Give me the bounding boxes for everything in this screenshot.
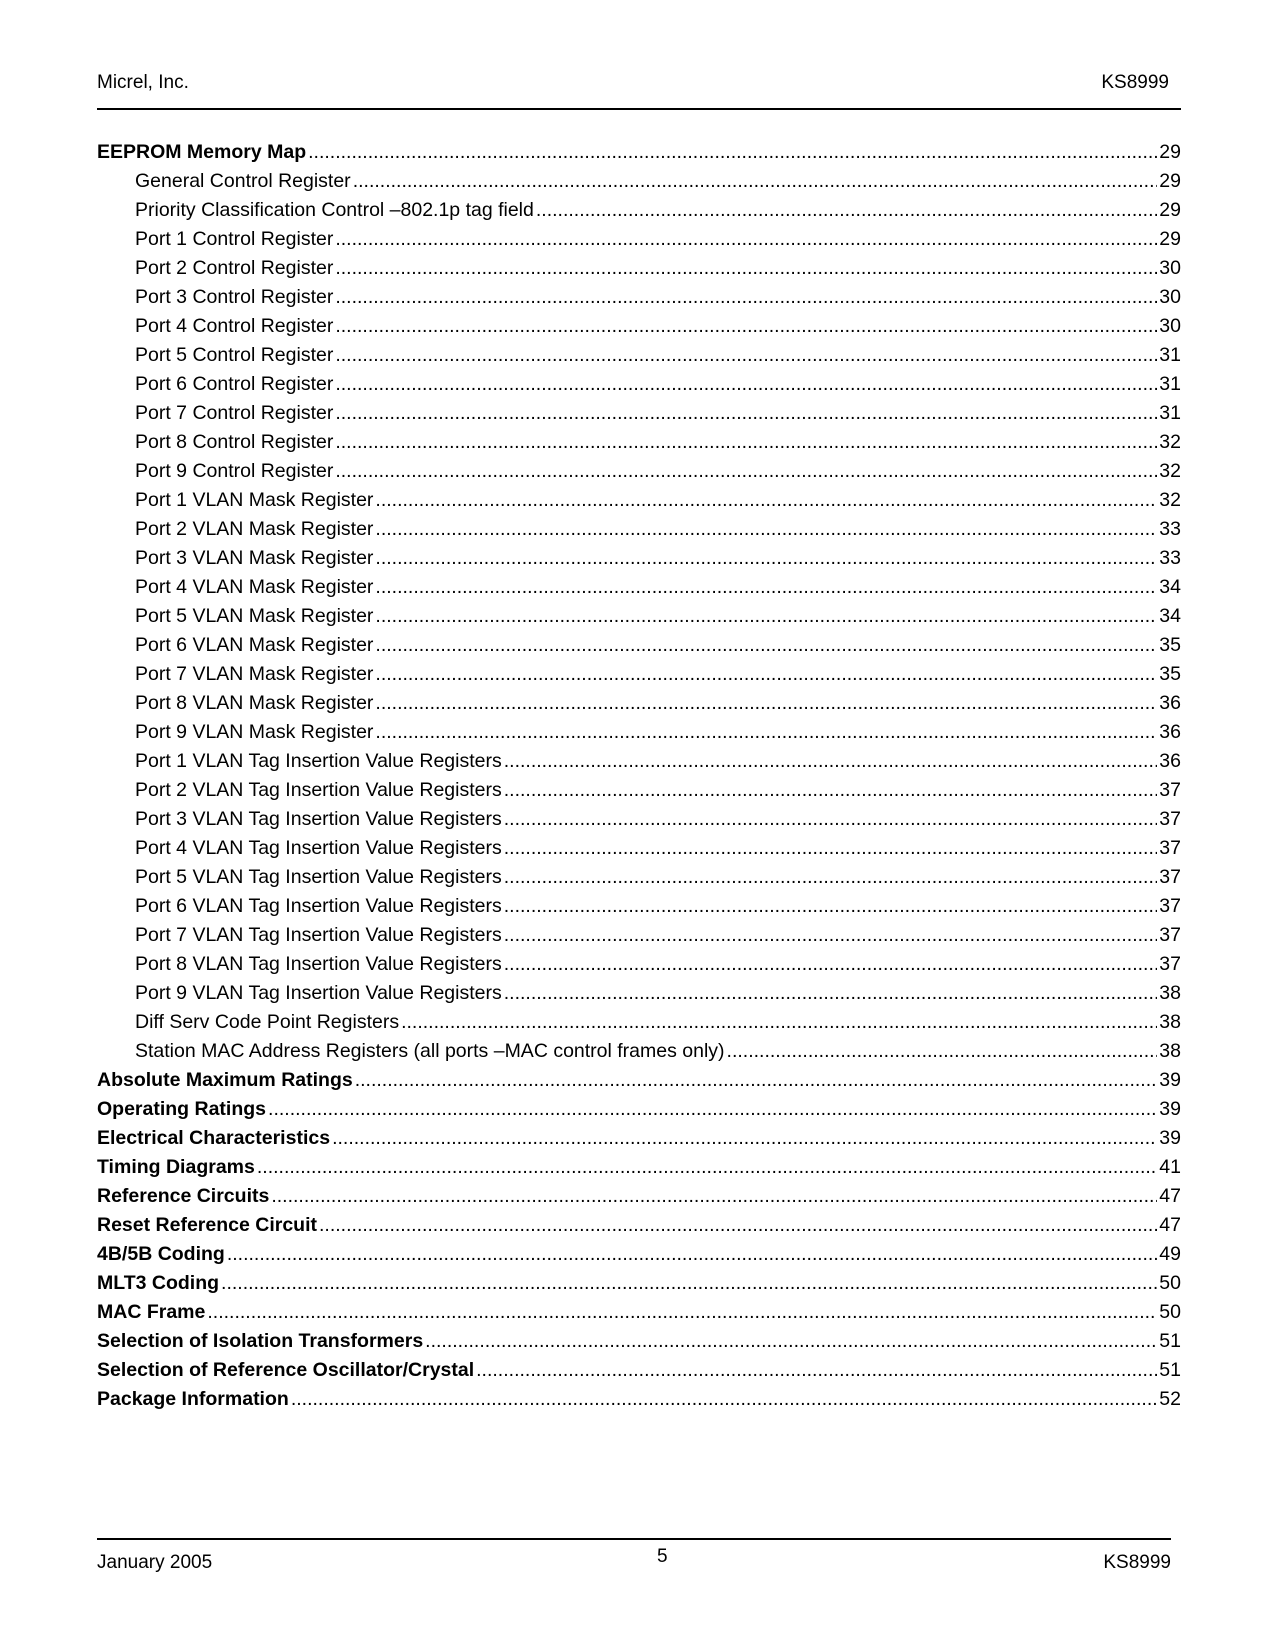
toc-entry[interactable] [97, 631, 1181, 660]
toc-entry-title: Selection of Isolation Transformers [97, 1330, 424, 1352]
toc-entry[interactable] [97, 805, 1181, 834]
toc-entry[interactable] [97, 1008, 1181, 1037]
toc-entry-page: 34 [1159, 576, 1181, 598]
toc-entry-title: Selection of Reference Oscillator/Crystal [97, 1359, 475, 1381]
toc-entry[interactable] [97, 370, 1181, 399]
toc-entry[interactable] [97, 1240, 1181, 1269]
toc-entry[interactable] [97, 341, 1181, 370]
toc-dot-leader [375, 689, 1157, 718]
toc-entry-title: Port 2 VLAN Tag Insertion Value Registers [135, 779, 502, 801]
header-part-number: KS8999 [1101, 72, 1169, 93]
toc-entry-page: 36 [1159, 750, 1181, 772]
toc-dot-leader [257, 1153, 1157, 1182]
toc-dot-leader [335, 341, 1157, 370]
toc-entry-title: Timing Diagrams [97, 1156, 255, 1178]
toc-entry[interactable] [97, 950, 1181, 979]
toc-dot-leader [504, 805, 1158, 834]
toc-dot-leader [335, 370, 1157, 399]
toc-entry-page: 31 [1159, 373, 1181, 395]
toc-entry-page: 32 [1159, 460, 1181, 482]
toc-entry[interactable] [97, 225, 1181, 254]
toc-dot-leader [375, 515, 1157, 544]
toc-dot-leader [504, 892, 1158, 921]
toc-entry-page: 50 [1159, 1272, 1181, 1294]
toc-entry-page: 35 [1159, 634, 1181, 656]
toc-entry-page: 37 [1159, 866, 1181, 888]
toc-entry-title: Reference Circuits [97, 1185, 270, 1207]
toc-entry[interactable] [97, 863, 1181, 892]
toc-entry-title: Port 7 VLAN Mask Register [135, 663, 374, 685]
toc-entry-title: Port 5 VLAN Mask Register [135, 605, 374, 627]
toc-entry[interactable] [97, 196, 1181, 225]
toc-entry[interactable] [97, 138, 1181, 167]
toc-dot-leader [375, 631, 1157, 660]
toc-entry[interactable] [97, 1124, 1181, 1153]
toc-entry[interactable] [97, 1095, 1181, 1124]
toc-entry-title: 4B/5B Coding [97, 1243, 225, 1265]
toc-entry-title: Port 4 VLAN Tag Insertion Value Registers [135, 837, 502, 859]
toc-entry[interactable] [97, 602, 1181, 631]
toc-entry-title: General Control Register [135, 170, 351, 192]
toc-dot-leader [291, 1385, 1157, 1414]
toc-dot-leader [401, 1008, 1157, 1037]
toc-entry-title: MLT3 Coding [97, 1272, 220, 1294]
toc-dot-leader [308, 138, 1157, 167]
toc-dot-leader [335, 312, 1157, 341]
toc-entry-page: 29 [1159, 228, 1181, 250]
toc-dot-leader [335, 225, 1157, 254]
toc-entry[interactable] [97, 718, 1181, 747]
toc-entry[interactable] [97, 254, 1181, 283]
toc-entry[interactable] [97, 1182, 1181, 1211]
toc-entry-page: 37 [1159, 808, 1181, 830]
toc-entry-page: 33 [1159, 547, 1181, 569]
toc-dot-leader [335, 428, 1157, 457]
toc-entry-page: 39 [1159, 1069, 1181, 1091]
toc-entry[interactable] [97, 1356, 1181, 1385]
toc-entry-title: Port 5 VLAN Tag Insertion Value Registers [135, 866, 502, 888]
toc-dot-leader [727, 1037, 1158, 1066]
toc-entry-title: Reset Reference Circuit [97, 1214, 318, 1236]
toc-entry-title: Port 8 VLAN Mask Register [135, 692, 374, 714]
toc-entry-title: Port 6 VLAN Mask Register [135, 634, 374, 656]
toc-entry-title: Port 1 VLAN Tag Insertion Value Registers [135, 750, 502, 772]
toc-entry-page: 29 [1159, 170, 1181, 192]
toc-entry[interactable] [97, 660, 1181, 689]
toc-entry-page: 37 [1159, 837, 1181, 859]
toc-entry-page: 32 [1159, 489, 1181, 511]
toc-entry[interactable] [97, 1269, 1181, 1298]
toc-entry-page: 29 [1159, 141, 1181, 163]
toc-dot-leader [227, 1240, 1157, 1269]
toc-entry-page: 37 [1159, 924, 1181, 946]
footer-date: January 2005 [97, 1552, 213, 1573]
toc-entry-page: 47 [1159, 1185, 1181, 1207]
toc-entry-page: 34 [1159, 605, 1181, 627]
toc-entry-title: Port 2 VLAN Mask Register [135, 518, 374, 540]
toc-entry-title: Port 8 Control Register [135, 431, 334, 453]
toc-entry-title: Port 4 VLAN Mask Register [135, 576, 374, 598]
toc-entry-page: 31 [1159, 344, 1181, 366]
toc-entry[interactable] [97, 457, 1181, 486]
toc-entry[interactable] [97, 1298, 1181, 1327]
toc-entry-page: 36 [1159, 721, 1181, 743]
toc-entry-page: 39 [1159, 1127, 1181, 1149]
toc-entry-page: 47 [1159, 1214, 1181, 1236]
toc-entry-title: Port 7 VLAN Tag Insertion Value Registers [135, 924, 502, 946]
toc-entry-title: Package Information [97, 1388, 289, 1410]
toc-entry[interactable] [97, 1066, 1181, 1095]
toc-entry[interactable] [97, 573, 1181, 602]
toc-dot-leader [504, 863, 1158, 892]
toc-entry[interactable] [97, 515, 1181, 544]
toc-entry[interactable] [97, 486, 1181, 515]
toc-entry-title: Port 9 VLAN Tag Insertion Value Registers [135, 982, 502, 1004]
toc-entry[interactable] [97, 399, 1181, 428]
toc-entry[interactable] [97, 1385, 1181, 1414]
toc-entry-title: Port 3 VLAN Mask Register [135, 547, 374, 569]
toc-dot-leader [353, 167, 1158, 196]
toc-dot-leader [207, 1298, 1157, 1327]
toc-entry-title: Port 9 Control Register [135, 460, 334, 482]
toc-entry-title: Absolute Maximum Ratings [97, 1069, 353, 1091]
toc-entry[interactable] [97, 1211, 1181, 1240]
toc-dot-leader [355, 1066, 1158, 1095]
toc-dot-leader [504, 979, 1158, 1008]
toc-entry-title: Port 9 VLAN Mask Register [135, 721, 374, 743]
toc-dot-leader [504, 776, 1158, 805]
toc-entry-title: EEPROM Memory Map [97, 141, 307, 163]
toc-dot-leader [375, 486, 1157, 515]
toc-entry-page: 35 [1159, 663, 1181, 685]
footer-page-number: 5 [657, 1546, 668, 1567]
header-company: Micrel, Inc. [97, 72, 189, 93]
toc-entry-title: MAC Frame [97, 1301, 206, 1323]
page-footer [97, 1546, 1171, 1572]
toc-dot-leader [335, 283, 1157, 312]
toc-entry[interactable] [97, 312, 1181, 341]
toc-entry-page: 51 [1159, 1330, 1181, 1352]
toc-entry-page: 37 [1159, 895, 1181, 917]
toc-entry-page: 32 [1159, 431, 1181, 453]
toc-entry-page: 50 [1159, 1301, 1181, 1323]
toc-entry-page: 38 [1159, 1011, 1181, 1033]
toc-dot-leader [332, 1124, 1157, 1153]
toc-entry[interactable] [97, 921, 1181, 950]
toc-entry[interactable] [97, 544, 1181, 573]
toc-entry-page: 41 [1159, 1156, 1181, 1178]
toc-entry-title: Port 6 Control Register [135, 373, 334, 395]
toc-dot-leader [319, 1211, 1157, 1240]
footer-part-number: KS8999 [1103, 1552, 1171, 1573]
toc-entry-title: Port 3 Control Register [135, 286, 334, 308]
toc-entry-title: Port 3 VLAN Tag Insertion Value Registers [135, 808, 502, 830]
toc-entry-page: 49 [1159, 1243, 1181, 1265]
toc-entry-page: 29 [1159, 199, 1181, 221]
toc-entry-title: Port 1 VLAN Mask Register [135, 489, 374, 511]
toc-entry[interactable] [97, 892, 1181, 921]
toc-entry-page: 39 [1159, 1098, 1181, 1120]
toc-entry-title: Port 7 Control Register [135, 402, 334, 424]
toc-dot-leader [425, 1327, 1157, 1356]
toc-entry-page: 38 [1159, 1040, 1181, 1062]
toc-entry[interactable] [97, 776, 1181, 805]
toc-entry-page: 30 [1159, 286, 1181, 308]
toc-entry-title: Operating Ratings [97, 1098, 267, 1120]
footer-divider [97, 1538, 1171, 1540]
page-header [97, 72, 1181, 96]
toc-dot-leader [375, 573, 1157, 602]
table-of-contents [97, 138, 1181, 1414]
toc-dot-leader [504, 921, 1158, 950]
toc-dot-leader [335, 399, 1157, 428]
toc-entry-title: Port 2 Control Register [135, 257, 334, 279]
toc-dot-leader [221, 1269, 1157, 1298]
toc-entry[interactable] [97, 689, 1181, 718]
toc-entry-title: Station MAC Address Registers (all ports –MAC control frames only) [135, 1040, 725, 1062]
toc-entry-title: Port 5 Control Register [135, 344, 334, 366]
toc-entry-title: Port 4 Control Register [135, 315, 334, 337]
toc-entry-page: 38 [1159, 982, 1181, 1004]
toc-entry[interactable] [97, 1153, 1181, 1182]
toc-entry-page: 37 [1159, 779, 1181, 801]
toc-entry[interactable] [97, 1037, 1181, 1066]
toc-entry[interactable] [97, 1327, 1181, 1356]
toc-entry[interactable] [97, 979, 1181, 1008]
toc-dot-leader [268, 1095, 1157, 1124]
toc-entry-page: 36 [1159, 692, 1181, 714]
toc-entry-page: 51 [1159, 1359, 1181, 1381]
toc-entry[interactable] [97, 747, 1181, 776]
toc-entry-title: Port 6 VLAN Tag Insertion Value Registers [135, 895, 502, 917]
toc-entry-page: 37 [1159, 953, 1181, 975]
toc-entry-page: 31 [1159, 402, 1181, 424]
toc-dot-leader [375, 660, 1157, 689]
header-divider [97, 108, 1181, 110]
toc-entry-title: Diff Serv Code Point Registers [135, 1011, 400, 1033]
toc-dot-leader [335, 254, 1157, 283]
toc-entry-page: 52 [1159, 1388, 1181, 1410]
toc-dot-leader [504, 747, 1158, 776]
toc-dot-leader [536, 196, 1157, 225]
toc-entry-title: Priority Classification Control –802.1p tag field [135, 199, 534, 221]
toc-entry[interactable] [97, 834, 1181, 863]
toc-entry-page: 33 [1159, 518, 1181, 540]
toc-entry-title: Port 8 VLAN Tag Insertion Value Registers [135, 953, 502, 975]
toc-dot-leader [476, 1356, 1157, 1385]
toc-entry-page: 30 [1159, 257, 1181, 279]
toc-dot-leader [504, 950, 1158, 979]
toc-dot-leader [375, 544, 1157, 573]
toc-entry-page: 30 [1159, 315, 1181, 337]
toc-dot-leader [271, 1182, 1157, 1211]
toc-dot-leader [375, 718, 1157, 747]
toc-dot-leader [335, 457, 1157, 486]
toc-entry-title: Electrical Characteristics [97, 1127, 331, 1149]
toc-entry[interactable] [97, 167, 1181, 196]
toc-entry[interactable] [97, 283, 1181, 312]
toc-dot-leader [375, 602, 1157, 631]
toc-entry[interactable] [97, 428, 1181, 457]
toc-dot-leader [504, 834, 1158, 863]
toc-entry-title: Port 1 Control Register [135, 228, 334, 250]
